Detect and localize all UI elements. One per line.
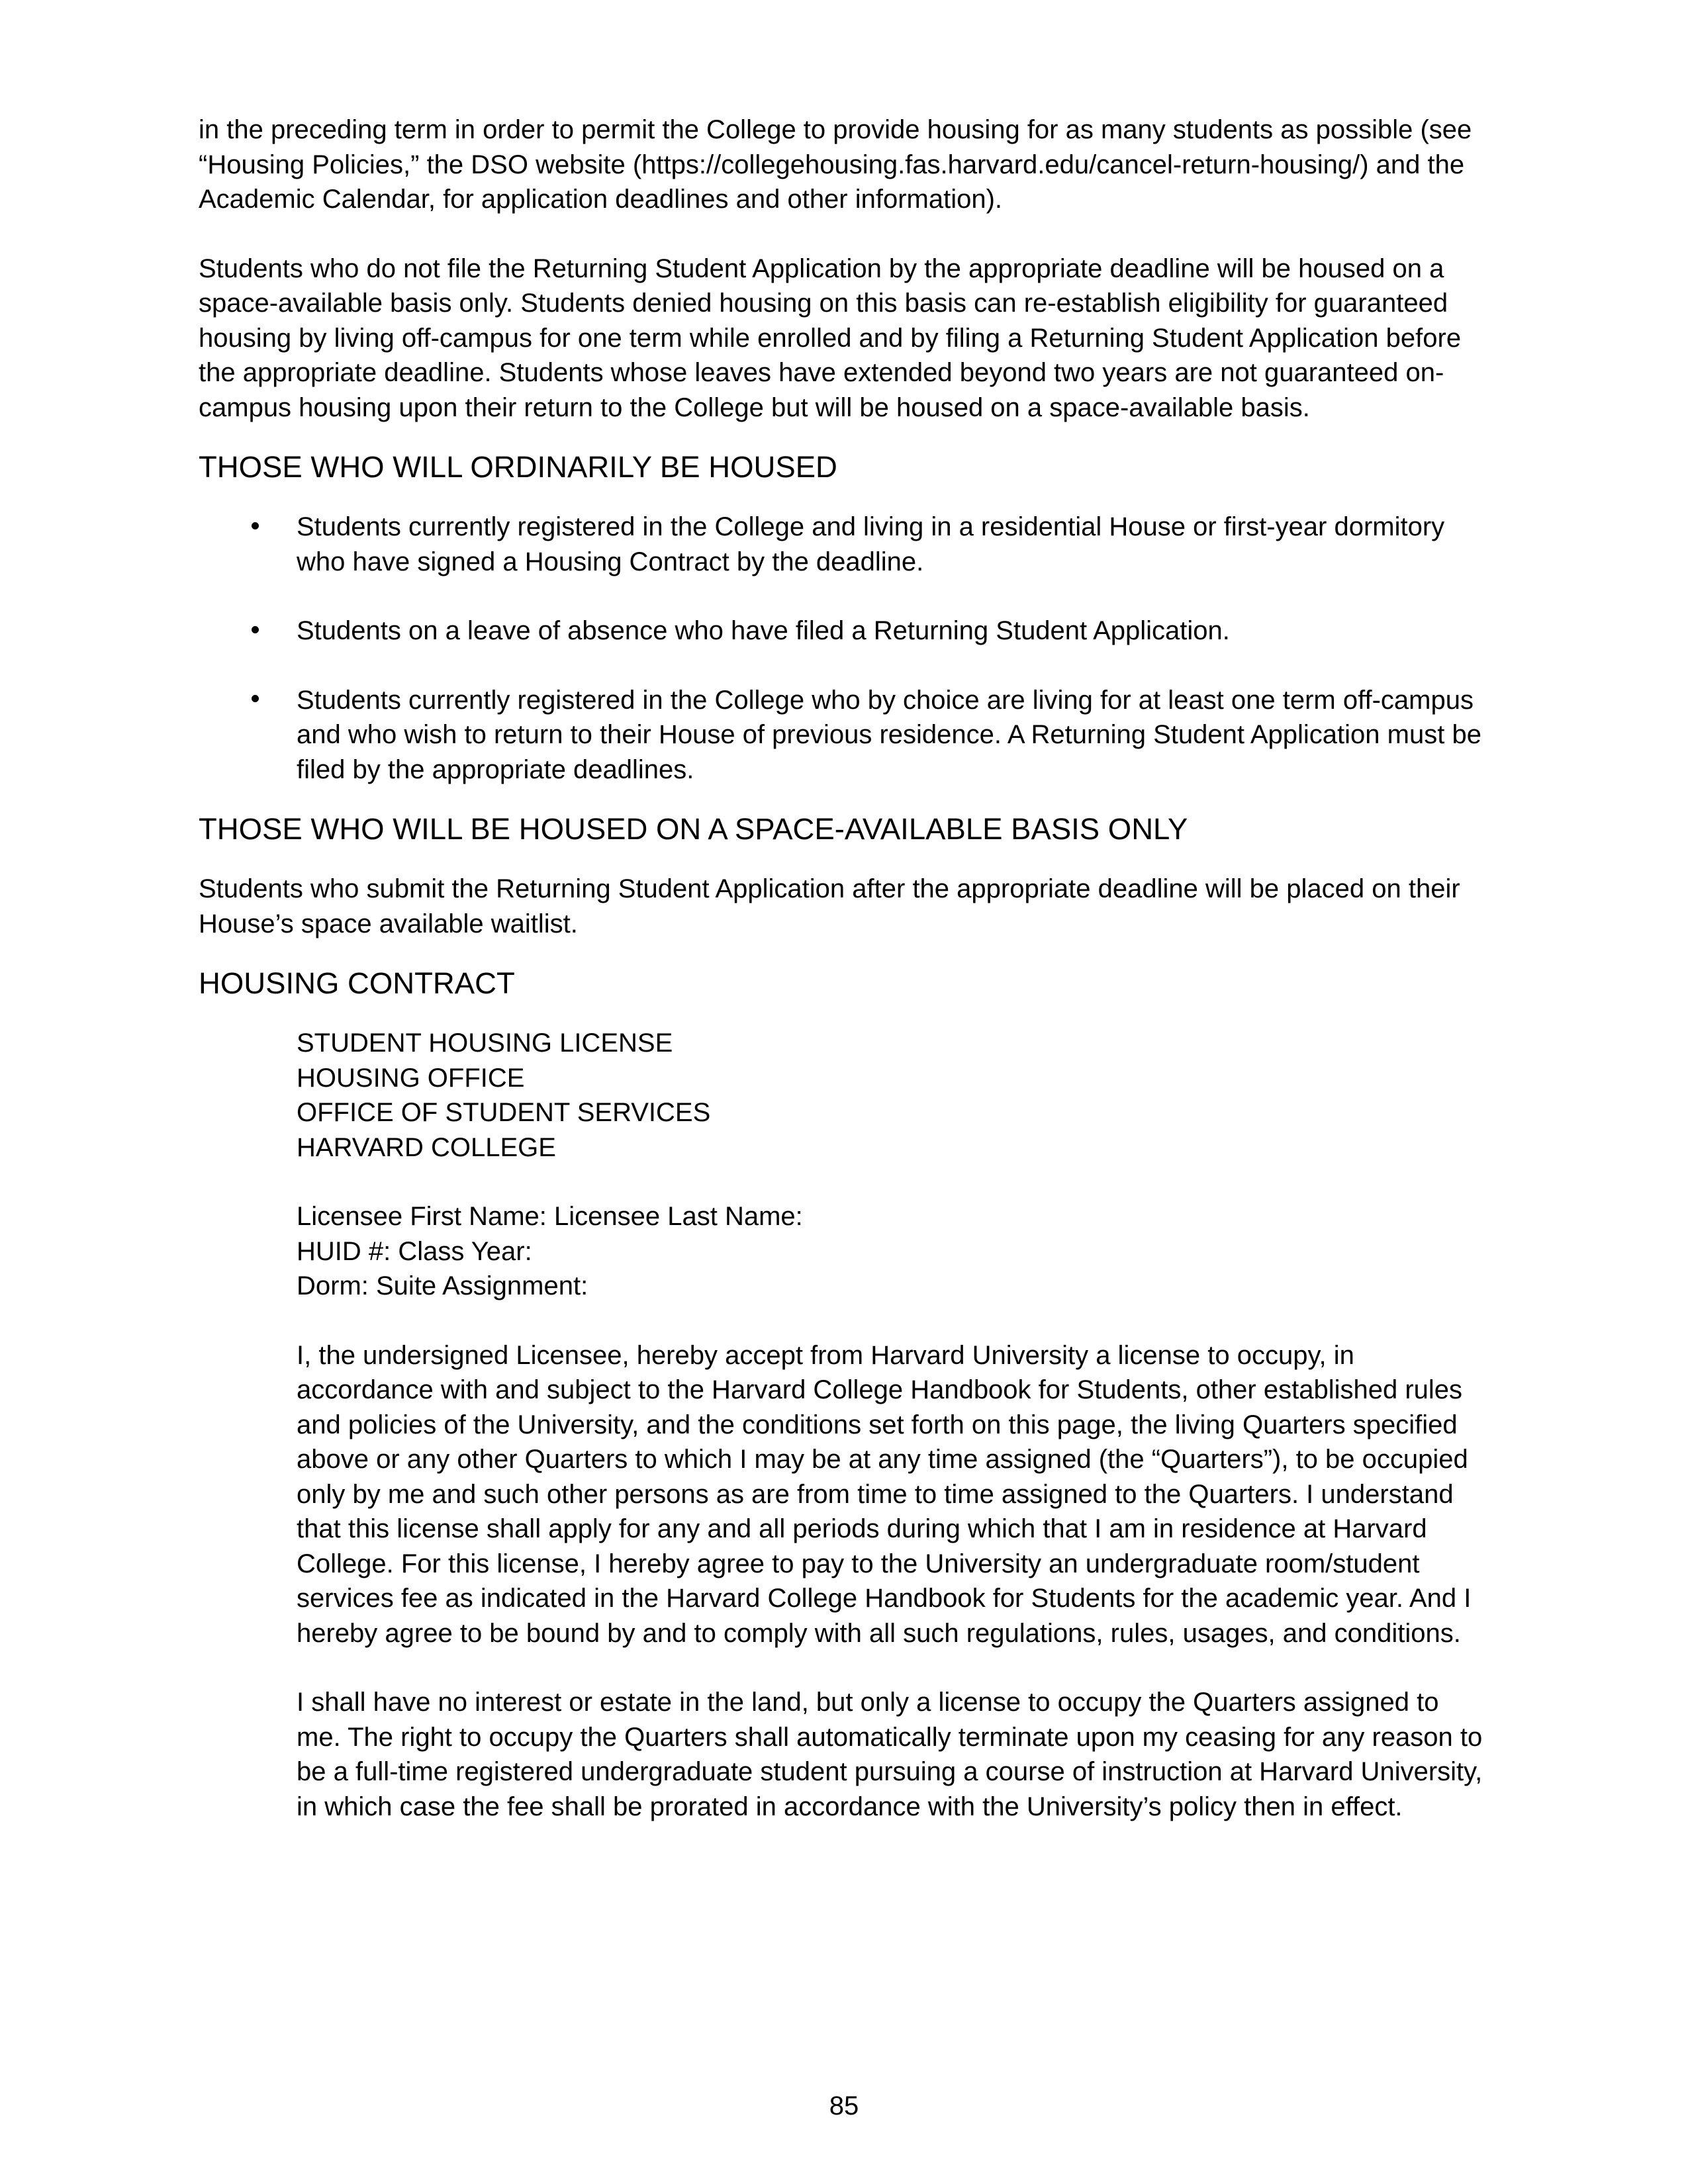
bullet-icon (245, 510, 265, 545)
deadline-paragraph: Students who do not file the Returning Student Application by the appropriate deadline will be housed on a space-available basis only. Students denied housing on this basis can re-establish eligibility for guaranteed housing by living off-campus for one term while enrolled and by filing a Returning Student Application before the appropriate deadline. Students whose leaves have extended beyond two years are not guaranteed on-campus housing upon their return to the College but will be housed on a space-available basis. (199, 253, 1462, 422)
letterhead-line: OFFICE OF STUDENT SERVICES (297, 1098, 711, 1127)
contract-paragraph-license: I, the undersigned Licensee, hereby accept from Harvard University a license to occupy, in accordance with and subject to the Harvard College Handbook for Students, other established rules and policies of the University, and the conditions set forth on this page, the living Quarters specified above or any other Quarters to which I may be at any time assigned (the “Quarters”), to be occupied only by me and such other persons as are from time to time assigned to the Quarters. I understand that this license shall apply for any and all periods during which that I am in residence at Harvard College. For this license, I hereby agree to pay to the University an undergraduate room/student services fee as indicated in the Harvard College Handbook for Students for the academic year. And I hereby agree to be bound by and to comply with all such regulations, rules, usages, and conditions. (297, 1340, 1472, 1648)
page-body (199, 113, 1489, 1824)
field-line: Licensee First Name: Licensee Last Name: (297, 1202, 803, 1231)
bullet-icon (245, 683, 265, 718)
letterhead-line: STUDENT HOUSING LICENSE (297, 1028, 673, 1058)
contract-paragraph-termination: I shall have no interest or estate in the land, but only a license to occupy the Quarters assigned to me. The right to occupy the Quarters shall automatically terminate upon my ceasing for any reason to be a full-time registered undergraduate student pursuing a course of instruction at Harvard University, in which case the fee shall be prorated in accordance with the University’s policy then in effect. (297, 1688, 1483, 1821)
list-item-text: Students currently registered in the College who by choice are living for at least one term off-campus and who wish to return to their House of previous residence. A Returning Student Application must be filed by the appropriate deadlines. (297, 685, 1481, 784)
contract-fields (297, 1199, 1489, 1304)
page-number: 85 (829, 2091, 859, 2120)
section-heading-ordinarily-housed: THOSE WHO WILL ORDINARILY BE HOUSED (199, 450, 837, 484)
letterhead-line: HARVARD COLLEGE (297, 1132, 556, 1162)
letterhead-line: HOUSING OFFICE (297, 1063, 525, 1093)
field-line: HUID #: Class Year: (297, 1236, 532, 1266)
contract-letterhead (297, 1026, 1489, 1165)
list-item-text: Students currently registered in the College and living in a residential House or first-year dormitory who have signed a Housing Contract by the deadline. (297, 512, 1445, 576)
ordinarily-housed-list (199, 510, 1489, 787)
list-item-text: Students on a leave of absence who have filed a Returning Student Application. (297, 616, 1230, 645)
intro-paragraph: in the preceding term in order to permit the College to provide housing for as many students as possible (see “Housing Policies,” the DSO website (https://collegehousing.fas.harvard.edu/cancel-return-housing/) and the Academic Calendar, for application deadlines and other information). (199, 115, 1472, 214)
list-item (199, 614, 1489, 649)
list-item (199, 510, 1489, 579)
bullet-icon (245, 614, 265, 649)
section-heading-space-available: THOSE WHO WILL BE HOUSED ON A SPACE-AVAILABLE BASIS ONLY (199, 812, 1188, 846)
list-item (199, 683, 1489, 788)
section-heading-housing-contract: HOUSING CONTRACT (199, 966, 515, 1000)
space-available-paragraph: Students who submit the Returning Student Application after the appropriate deadline will be placed on their House’s space available waitlist. (199, 874, 1460, 938)
field-line: Dorm: Suite Assignment: (297, 1271, 588, 1300)
